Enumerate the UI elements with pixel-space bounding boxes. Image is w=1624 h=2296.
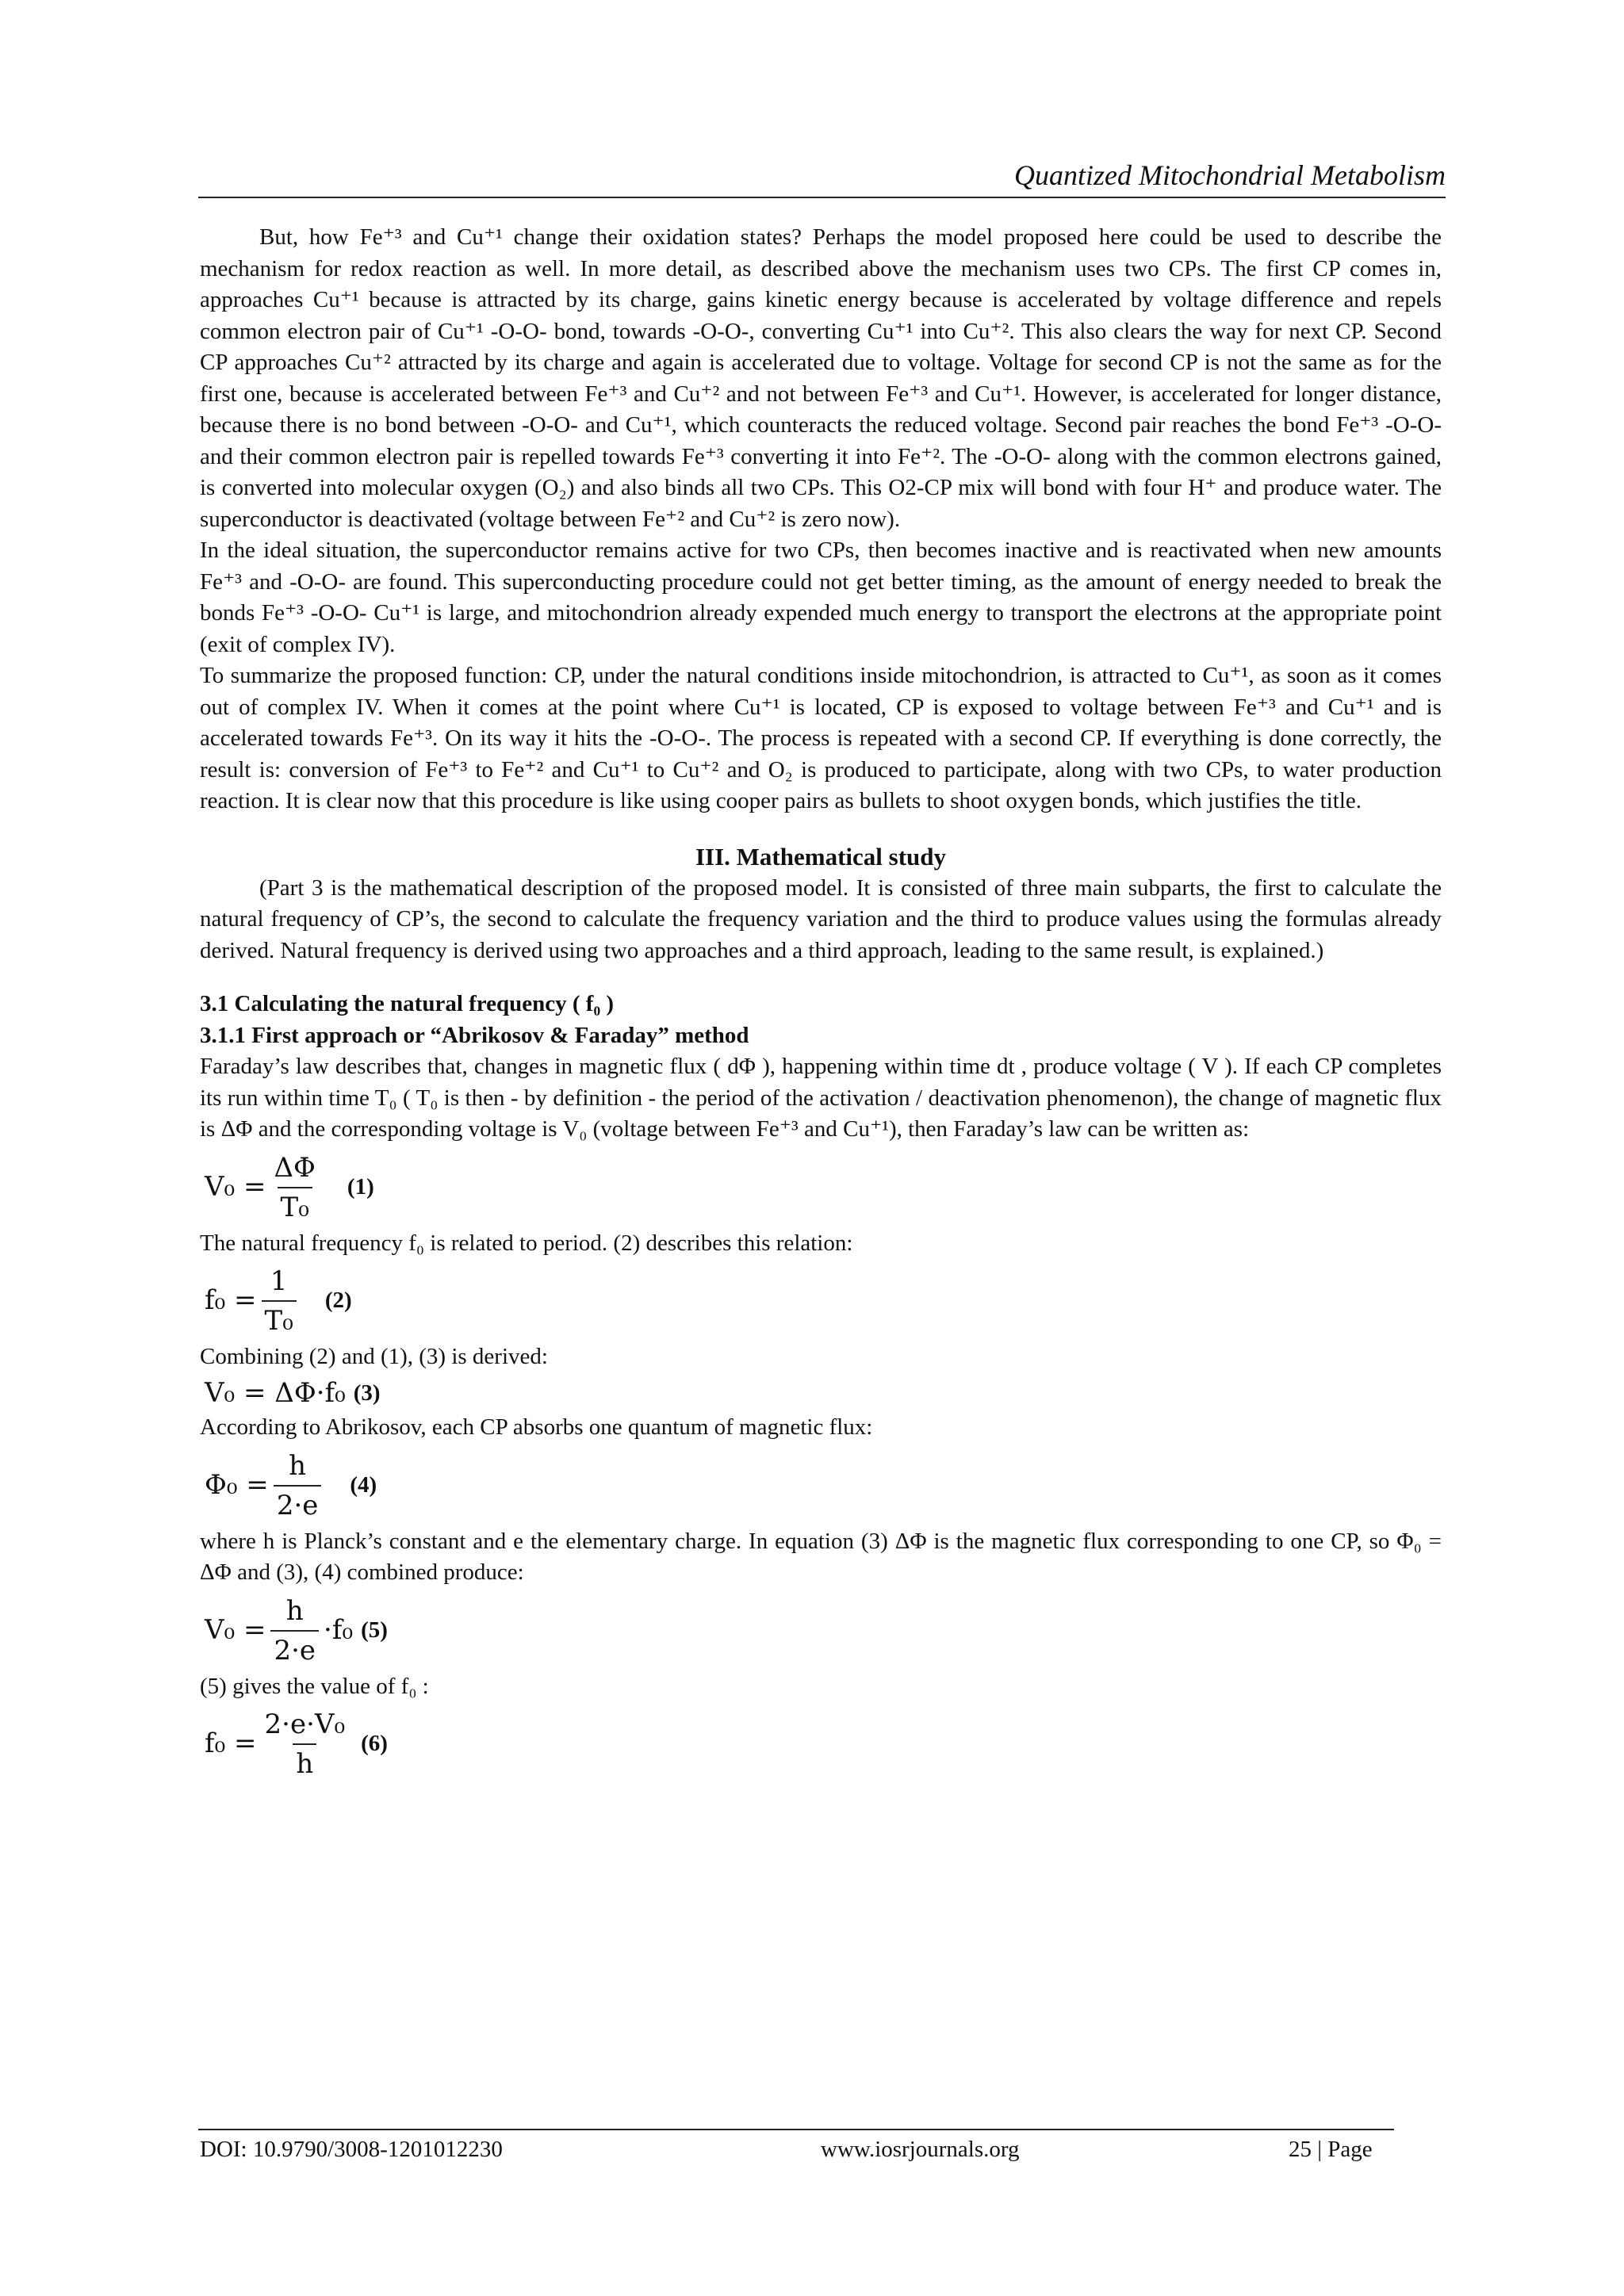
equation-4-number: (4) [350,1471,377,1498]
spacer [200,966,1442,989]
equation-1 [205,1150,1442,1225]
paragraph-redox-mechanism: But, how Fe⁺³ and Cu⁺¹ change their oxidation states? Perhaps the model proposed here could be used to describe the mechanism for redox reaction as well. In more detail, as described above the mechanism uses two CPs. The first CP comes in, approaches Cu⁺¹ because is attracted by its charge, gains kinetic energy because is accelerated by voltage difference and repels common electron pair of Cu⁺¹ -O-O- bond, towards -O-O-, converting Cu⁺¹ into Cu⁺². This also clears the way for next CP. Second CP approaches Cu⁺² attracted by its charge and again is accelerated due to voltage. Voltage for second CP is not the same as for the first one, because is accelerated between Fe⁺³ and Cu⁺² and not between Fe⁺³ and Cu⁺¹. However, is accelerated for longer distance, because there is no bond between -O-O- and Cu⁺¹, which counteracts the reduced voltage. Second pair reaches the bond Fe⁺³ -O-O- and their common electron pair is repelled towards Fe⁺³ converting it into Fe⁺². The -O-O- along with the common electrons gained, is converted into molecular oxygen (O₂) and also binds all two CPs. This O2-CP mix will bond with four H⁺ and produce water. The superconductor is deactivated (voltage between Fe⁺² and Cu⁺² is zero now). [200,224,1442,532]
equation-6-lhs: f₀ = [205,1728,257,1760]
section-title: III. Mathematical study [695,842,947,871]
equation-2-numerator: 1 [270,1265,288,1297]
equation-6-number: (6) [361,1731,388,1757]
footer-page-number: 25 | Page [1289,2137,1373,2162]
equation-5-fraction [270,1594,319,1668]
page-body [200,222,1442,1785]
equation-1-number: (1) [347,1173,374,1200]
footer-divider [198,2129,1394,2130]
equation-5-rhs: ·f₀ [324,1613,354,1646]
footer-doi: DOI: 10.9790/3008-1201012230 [200,2137,503,2162]
equation-3-number: (3) [353,1380,381,1406]
equation-6 [205,1707,1442,1781]
equation-5-denominator: 2·e [270,1630,319,1668]
equation-1-fraction [270,1150,318,1225]
equation-4 [205,1448,1442,1523]
equation-2-lhs: f₀ = [205,1284,257,1317]
equation-2-fraction [262,1264,297,1338]
equation-5-lhs: V₀ = [205,1613,266,1646]
equation-4-fraction [274,1448,322,1523]
paragraph-where: where h is Planck’s constant and e the elementary charge. In equation (3) ΔΦ is the magnetic flux corresponding to one CP, so Φ₀ = ΔΦ and (3), (4) combined produce: [200,1528,1442,1585]
equation-4-numerator: h [289,1449,307,1482]
equation-2-denominator: T₀ [262,1300,297,1338]
paragraph-faraday-law: Faraday’s law describes that, changes in magnetic flux ( dΦ ), happening within time dt , produce voltage ( V ). If each CP completes its run within time T₀ ( T₀ is then - by definition - the period of the activation / deactivation phenomenon), the change of magnetic flux is ΔΦ and the corresponding voltage is V₀ (voltage between Fe⁺³ and Cu⁺¹), then Faraday’s law can be written as: [200,1054,1442,1142]
subsection-heading-3-1-1: 3.1.1 First approach or “Abrikosov & Faraday” method [200,1022,749,1048]
running-header: Quantized Mitochondrial Metabolism [1014,159,1446,191]
equation-4-lhs: Φ₀ = [205,1468,269,1501]
section-intro: (Part 3 is the mathematical description of the proposed model. It is consisted of three main subparts, the first to calculate the natural frequency of CP’s, the second to calculate the frequency variation and the third to produce values using the formulas already derived. Natural frequency is derived using two approaches and a third approach, leading to the same result, is explained.) [200,874,1442,963]
paragraph-abrikosov: According to Abrikosov, each CP absorbs one quantum of magnetic flux: [200,1414,873,1440]
equation-3-expression: V₀ = ΔΦ·f₀ [205,1376,346,1409]
paragraph-ideal-situation: In the ideal situation, the superconductor remains active for two CPs, then becomes inactive and is reactivated when new amounts Fe⁺³ and -O-O- are found. This superconducting procedure could not get better timing, as the amount of energy needed to break the bonds Fe⁺³ -O-O- Cu⁺¹ is large, and mitochondrion already expended much energy to transport the electrons at the appropriate point (exit of complex IV). [200,538,1442,657]
equation-5 [205,1594,1442,1668]
equation-6-fraction [262,1707,349,1781]
equation-5-numerator: h [285,1594,304,1627]
footer-url: www.iosrjournals.org [821,2137,1020,2162]
equation-1-numerator: ΔΦ [274,1151,316,1184]
equation-4-denominator: 2·e [274,1485,322,1523]
equation-1-denominator: T₀ [278,1187,312,1225]
equation-5-number: (5) [361,1617,388,1643]
equation-2-number: (2) [324,1288,352,1314]
paragraph-gives: (5) gives the value of f₀ : [200,1673,429,1699]
subsection-heading-3-1: 3.1 Calculating the natural frequency ( f₀ ) [200,991,615,1016]
equation-6-numerator: 2·e·V₀ [264,1709,346,1740]
equation-6-denominator: h [293,1743,316,1781]
paragraph-summary: To summarize the proposed function: CP, under the natural conditions inside mitochondrion, is attracted to Cu⁺¹, as soon as it comes out of complex IV. When it comes at the point where Cu⁺¹ is located, CP is exposed to voltage between Fe⁺³ and Cu⁺¹ and is accelerated towards Fe⁺³. On its way it hits the -O-O-. The process is repeated with a second CP. If everything is done correctly, the result is: conversion of Fe⁺³ to Fe⁺² and Cu⁺¹ to Cu⁺² and O₂ is produced to participate, along with two CPs, to water production reaction. It is clear now that this procedure is like using cooper pairs as bullets to shoot oxygen bonds, which justifies the title. [200,663,1442,813]
equation-2 [205,1264,1442,1338]
paragraph-natural-frequency: The natural frequency f₀ is related to period. (2) describes this relation: [200,1230,853,1256]
equation-1-lhs: V₀ = [205,1170,266,1203]
paragraph-combining: Combining (2) and (1), (3) is derived: [200,1344,548,1369]
equation-3 [205,1378,1442,1410]
header-divider [198,197,1446,198]
